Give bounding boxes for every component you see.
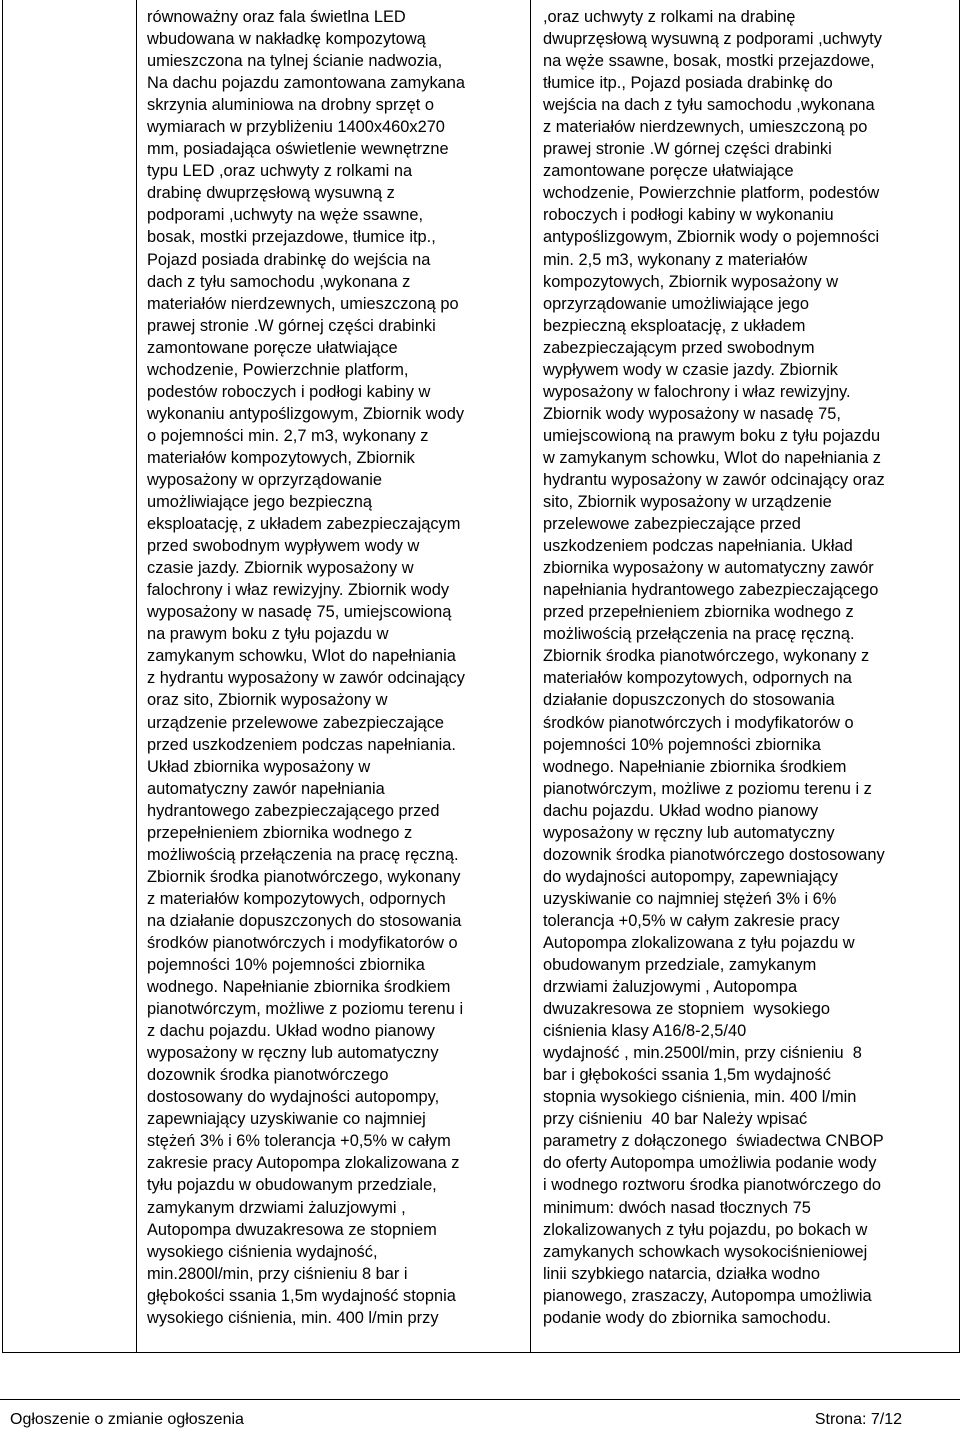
text-line: urządzenie przelewowe zabezpieczające [147, 713, 445, 732]
text-line: zamontowane poręcze ułatwiające [543, 162, 794, 181]
column-divider [530, 0, 531, 1352]
text-line: wysokiego ciśnienia wydajność, [147, 1242, 378, 1261]
text-line: wysokiego ciśnienia, min. 400 l/min przy [147, 1308, 439, 1327]
text-line: zamykanym drzwiami żaluzjowymi , [147, 1198, 406, 1217]
text-line: pojemności 10% pojemności zbiornika [147, 956, 425, 975]
text-line: napełniania hydrantowego zabezpieczającego [543, 581, 879, 600]
footer-divider [0, 1399, 960, 1400]
text-line: środków pianotwórczych i modyfikatorów o [543, 713, 854, 732]
text-line: wykonaniu antypoślizgowym, Zbiornik wody [147, 404, 465, 423]
text-line: do wydajności autopompy, zapewniający [543, 867, 838, 886]
text-line: bosak, mostki przejazdowe, tłumice itp., [147, 228, 436, 247]
text-line: dozownik środka pianotwórczego [147, 1066, 389, 1085]
text-line: materiałów nierdzewnych, umieszczoną po [147, 294, 459, 313]
text-line: środków pianotwórczych i modyfikatorów o [147, 933, 458, 952]
text-line: kompozytowych, Zbiornik wyposażony w [543, 272, 839, 291]
text-line: wyposażony w falochrony i właz rewizyjny. [543, 382, 851, 401]
text-line: minimum: dwóch nasad tłocznych 75 [543, 1198, 811, 1217]
text-line: do oferty Autopompa umożliwia podanie wody [543, 1154, 877, 1173]
text-line: na działanie dopuszczonych do stosowania [147, 911, 462, 930]
text-line: hydrantu wyposażony w zawór odcinający oraz [543, 470, 885, 489]
text-line: tłumice itp., Pojazd posiada drabinkę do [543, 74, 833, 93]
text-line: typu LED ,oraz uchwyty z rolkami na [147, 162, 413, 181]
text-line: umieszczona na tylnej ścianie nadwozia, [147, 52, 443, 71]
text-line: o pojemności min. 2,7 m3, wykonany z [147, 426, 429, 445]
text-line: umiejscowioną na prawym boku z tyłu pojazdu [543, 426, 881, 445]
text-line: parametry z dołączonego świadectwa CNBOP [543, 1132, 884, 1151]
text-line: działanie dopuszczonych do stosowania [543, 691, 835, 710]
text-line: z materiałów kompozytowych, odpornych [147, 889, 446, 908]
text-line: wchodzenie, Powierzchnie platform, [147, 360, 409, 379]
text-line: wodnego. Napełnianie zbiornika środkiem [543, 757, 847, 776]
text-line: hydrantowego zabezpieczającego przed [147, 801, 440, 820]
text-line: pojemności 10% pojemności zbiornika [543, 735, 821, 754]
text-line: prawej stronie .W górnej części drabinki [543, 140, 832, 159]
text-line: wymiarach w przybliżeniu 1400x460x270 [147, 118, 445, 137]
text-line: przy ciśnieniu 40 bar Należy wpisać [543, 1110, 808, 1129]
text-line: przelewowe zabezpieczające przed [543, 515, 801, 534]
text-line: z dachu pojazdu. Układ wodno pianowy [147, 1022, 435, 1041]
text-line: uszkodzeniem podczas napełniania. Układ [543, 537, 853, 556]
text-line: z materiałów nierdzewnych, umieszczoną po [543, 118, 868, 137]
text-line: skrzynia aluminiowa na drobny sprzęt o [147, 96, 434, 115]
text-line: równoważny oraz fala świetlna LED [147, 8, 406, 26]
text-line: wodnego. Napełnianie zbiornika środkiem [147, 978, 451, 997]
text-line: podporami ,uchwyty na węże ssawne, [147, 206, 424, 225]
text-line: Zbiornik środka pianotwórczego, wykonany z [543, 647, 870, 666]
text-line: falochrony i właz rewizyjny. Zbiornik wody [147, 581, 450, 600]
text-line: głębokości ssania 1,5m wydajność stopnia [147, 1286, 456, 1305]
text-line: Zbiornik środka pianotwórczego, wykonany [147, 867, 461, 886]
text-line: i wodnego roztworu środka pianotwórczego do [543, 1176, 882, 1195]
text-line: na prawym boku z tyłu pojazdu w [147, 625, 389, 644]
text-line: zabezpieczającym przed swobodnym [543, 338, 815, 357]
text-line: wyposażony w nasadę 75, umiejscowioną [147, 603, 452, 622]
text-line: wejścia na dach z tyłu samochodu ,wykonana [543, 96, 875, 115]
text-line: dach z tyłu samochodu ,wykonana z [147, 272, 411, 291]
text-line: bar i głębokości ssania 1,5m wydajność [543, 1066, 831, 1085]
text-line: pianotwórczym, możliwe z poziomu terenu i z [543, 779, 872, 798]
text-line: oprzyrządowanie umożliwiające jego [543, 294, 810, 313]
text-line: zlokalizowanych z tyłu pojazdu, po bokach w [543, 1220, 868, 1239]
text-line: Zbiornik wody wyposażony w nasadę 75, [543, 404, 841, 423]
middle-column-text [147, 6, 523, 1329]
text-line: wypływem wody w czasie jazdy. Zbiornik [543, 360, 838, 379]
text-line: obudowanym przedziale, zamykanym [543, 956, 817, 975]
text-line: tyłu pojazdu w obudowanym przedziale, [147, 1176, 437, 1195]
text-line: zakresie pracy Autopompa zlokalizowana z [147, 1154, 460, 1173]
text-line: dostosowany do wydajności autopompy, [147, 1088, 440, 1107]
text-line: eksploatację, z układem zabezpieczającym [147, 515, 461, 534]
text-line: Pojazd posiada drabinkę do wejścia na [147, 250, 431, 269]
text-line: prawej stronie .W górnej części drabinki [147, 316, 436, 335]
spec-table [2, 0, 960, 1353]
text-line: zbiornika wyposażony w automatyczny zawór [543, 559, 874, 578]
right-column-text [543, 6, 955, 1329]
text-line: zapewniający uzyskiwanie co najmniej [147, 1110, 426, 1129]
text-line: dwuprzęsłową wysuwną z podporami ,uchwyty [543, 30, 882, 49]
column-divider [136, 0, 137, 1352]
text-line: pianowego, zraszaczy, Autopompa umożliwia [543, 1286, 872, 1305]
text-line: wbudowana w nakładkę kompozytową [147, 30, 426, 49]
text-line: mm, posiadająca oświetlenie wewnętrzne [147, 140, 449, 159]
text-line: dwuzakresowa ze stopniem wysokiego [543, 1000, 830, 1019]
text-line: drabinę dwuprzęsłową wysuwną z [147, 184, 395, 203]
text-line: dachu pojazdu. Układ wodno pianowy [543, 801, 819, 820]
footer-page-number: Strona: 7/12 [814, 1411, 902, 1428]
text-line: ciśnienia klasy A16/8-2,5/40 [543, 1022, 747, 1041]
text-line: wyposażony w ręczny lub automatyczny [543, 823, 835, 842]
text-line: na węże ssawne, bosak, mostki przejazdowe, [543, 52, 875, 71]
text-line: wyposażony w oprzyrządowanie [147, 470, 383, 489]
text-line: ,oraz uchwyty z rolkami na drabinę [543, 8, 796, 26]
text-line: przepełnieniem zbiornika wodnego z [147, 823, 413, 842]
text-line: min.2800l/min, przy ciśnieniu 8 bar i [147, 1264, 408, 1283]
text-line: stopnia wysokiego ciśnienia, min. 400 l/min [543, 1088, 857, 1107]
text-line: materiałów kompozytowych, odpornych na [543, 669, 852, 688]
text-line: materiałów kompozytowych, Zbiornik [147, 448, 415, 467]
text-line: pianotwórczym, możliwe z poziomu terenu i [147, 1000, 464, 1019]
text-line: Autopompa dwuzakresowa ze stopniem [147, 1220, 437, 1239]
text-line: drzwiami żaluzjowymi , Autopompa [543, 978, 798, 997]
text-line: tolerancja +0,5% w całym zakresie pracy [543, 911, 840, 930]
text-line: oraz sito, Zbiornik wyposażony w [147, 691, 388, 710]
text-line: umożliwiające jego bezpieczną [147, 493, 373, 512]
text-line: podestów roboczych i podłogi kabiny w [147, 382, 431, 401]
text-line: podanie wody do zbiornika samochodu. [543, 1308, 831, 1327]
text-line: możliwością przełączenia na pracę ręczną. [147, 845, 459, 864]
text-line: uzyskiwanie co najmniej stężeń 3% i 6% [543, 889, 837, 908]
text-line: zamykanym schowku, Wlot do napełniania [147, 647, 456, 666]
text-line: stężeń 3% i 6% tolerancja +0,5% w całym [147, 1132, 451, 1151]
text-line: linii szybkiego natarcia, działka wodno [543, 1264, 820, 1283]
text-line: przed przepełnieniem zbiornika wodnego z [543, 603, 854, 622]
text-line: w zamykanym schowku, Wlot do napełniania z [543, 448, 881, 467]
text-line: Autopompa zlokalizowana z tyłu pojazdu w [543, 933, 855, 952]
text-line: automatyczny zawór napełniania [147, 779, 385, 798]
text-line: przed uszkodzeniem podczas napełniania. [147, 735, 456, 754]
text-line: przed swobodnym wypływem wody w [147, 537, 420, 556]
text-line: czasie jazdy. Zbiornik wyposażony w [147, 559, 414, 578]
text-line: min. 2,5 m3, wykonany z materiałów [543, 250, 808, 269]
text-line: wyposażony w ręczny lub automatyczny [147, 1044, 439, 1063]
text-line: roboczych i podłogi kabiny w wykonaniu [543, 206, 834, 225]
text-line: wydajność , min.2500l/min, przy ciśnieniu 8 [543, 1044, 862, 1063]
text-line: możliwością przełączenia na pracę ręczną. [543, 625, 855, 644]
text-line: dozownik środka pianotwórczego dostosowany [543, 845, 885, 864]
text-line: Na dachu pojazdu zamontowana zamykana [147, 74, 465, 93]
text-line: Układ zbiornika wyposażony w [147, 757, 371, 776]
text-line: sito, Zbiornik wyposażony w urządzenie [543, 493, 832, 512]
text-line: bezpieczną eksploatację, z układem [543, 316, 806, 335]
footer-document-title: Ogłoszenie o zmianie ogłoszenia [10, 1411, 244, 1428]
text-line: zamontowane poręcze ułatwiające [147, 338, 398, 357]
text-line: z hydrantu wyposażony w zawór odcinający [147, 669, 465, 688]
text-line: zamykanych schowkach wysokociśnieniowej [543, 1242, 868, 1261]
text-line: wchodzenie, Powierzchnie platform, podestów [543, 184, 880, 203]
text-line: antypoślizgowym, Zbiornik wody o pojemności [543, 228, 880, 247]
